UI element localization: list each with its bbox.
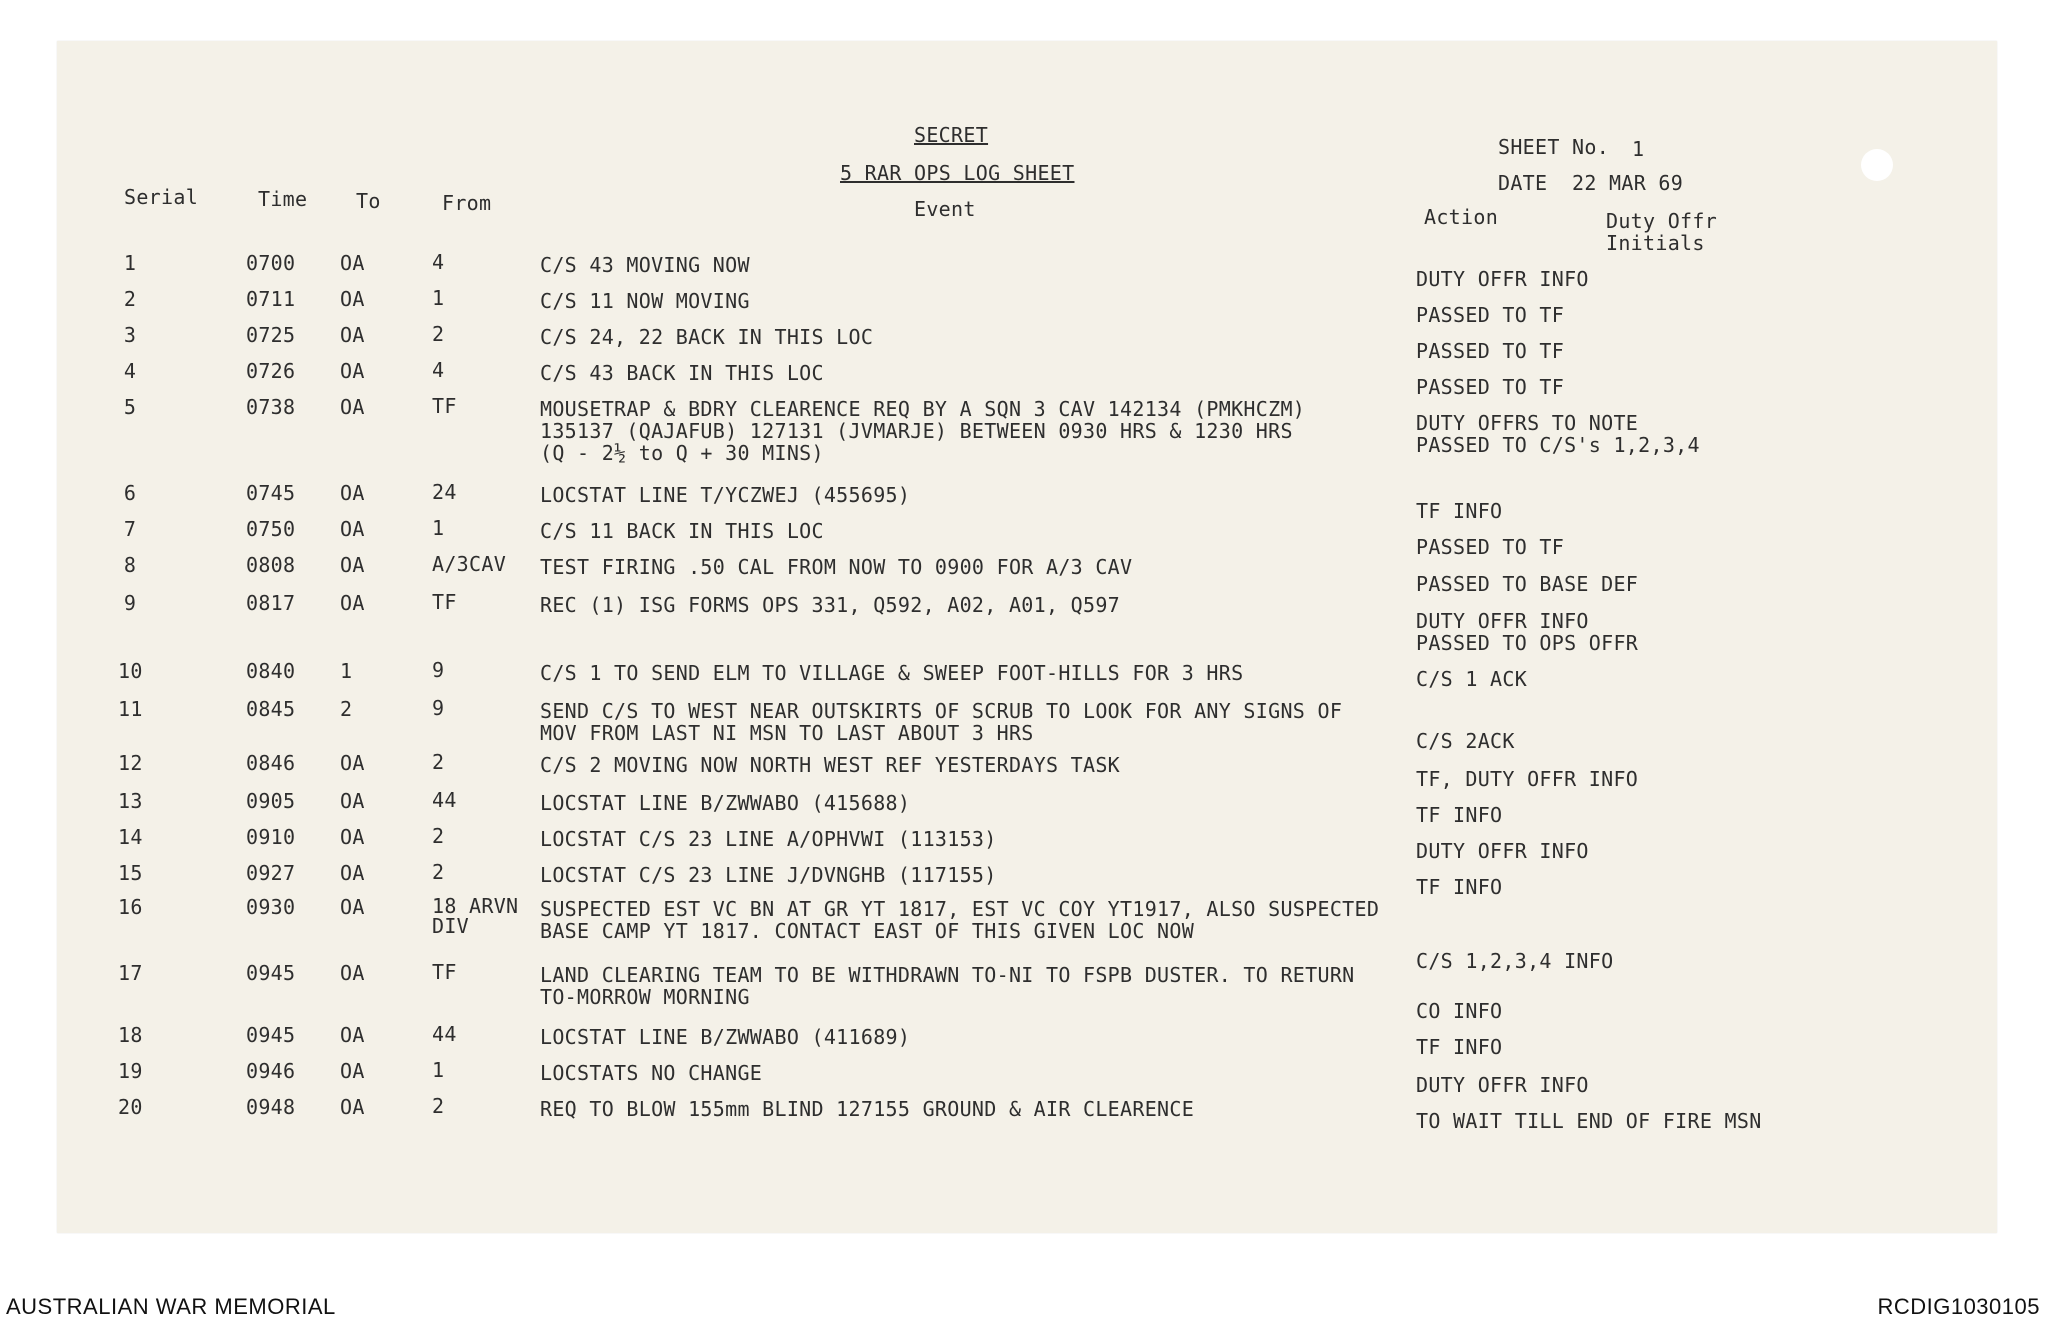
action-cell: PASSED TO TF [1416, 535, 1565, 559]
serial-cell: 20 [118, 1095, 143, 1119]
time-cell: 0817 [246, 591, 296, 615]
to-cell: OA [340, 323, 365, 347]
catalogue-id: RCDIG1030105 [1877, 1294, 2040, 1319]
time-cell: 0945 [246, 1023, 296, 1047]
from-cell: TF [432, 960, 457, 984]
sheet-number-label: SHEET No. [1498, 135, 1610, 159]
time-cell: 0738 [246, 395, 296, 419]
to-cell: 1 [340, 659, 353, 683]
to-cell: OA [340, 789, 365, 813]
event-cell: C/S 24, 22 BACK IN THIS LOC [540, 325, 874, 349]
serial-cell: 12 [118, 751, 143, 775]
to-cell: OA [340, 1095, 365, 1119]
action-cell: DUTY OFFR INFO [1416, 267, 1589, 291]
action-cell: DUTY OFFR INFO [1416, 1073, 1589, 1097]
from-cell: 4 [432, 358, 445, 382]
serial-cell: 2 [123, 287, 137, 311]
event-cell: C/S 11 NOW MOVING [540, 289, 750, 313]
column-header-initials: Duty Offr Initials [1606, 209, 1718, 255]
serial-cell: 16 [118, 895, 143, 919]
from-cell: 1 [432, 286, 445, 310]
action-cell: PASSED TO TF [1416, 303, 1565, 327]
time-cell: 0845 [246, 697, 296, 721]
from-cell: 18 ARVN DIV [432, 894, 519, 938]
from-cell: 2 [432, 824, 445, 848]
from-cell: 44 [432, 788, 457, 812]
action-cell: DUTY OFFR INFO [1416, 839, 1589, 863]
event-cell: SUSPECTED EST VC BN AT GR YT 1817, EST VC COY YT1917, ALSO SUSPECTED BASE CAMP YT 1817. CONTACT EAST OF THIS GIVEN LOC NOW [540, 897, 1380, 943]
event-cell: C/S 1 TO SEND ELM TO VILLAGE & SWEEP FOOT-HILLS FOR 3 HRS [540, 661, 1244, 685]
time-cell: 0726 [246, 359, 296, 383]
to-cell: OA [340, 1023, 365, 1047]
event-cell: MOUSETRAP & BDRY CLEARENCE REQ BY A SQN 3 CAV 142134 (PMKHCZM) 135137 (QAJAFUB) 127131 (JVMARJE) BETWEEN 0930 HRS & 1230 HRS (Q - 2½ to Q + 30 MINS) [540, 397, 1306, 465]
serial-cell: 18 [118, 1023, 143, 1047]
serial-cell: 15 [118, 861, 143, 885]
action-cell: TF, DUTY OFFR INFO [1416, 767, 1639, 791]
from-cell: A/3CAV [432, 552, 507, 576]
time-cell: 0725 [246, 323, 296, 347]
punch-hole [1861, 149, 1893, 181]
time-cell: 0910 [246, 825, 296, 849]
time-cell: 0927 [246, 861, 296, 885]
to-cell: OA [340, 825, 365, 849]
action-cell: DUTY OFFRS TO NOTE PASSED TO C/S's 1,2,3,4 [1416, 411, 1700, 457]
event-cell: C/S 43 BACK IN THIS LOC [540, 361, 824, 385]
event-cell: LOCSTAT C/S 23 LINE A/OPHVWI (113153) [540, 827, 997, 851]
event-cell: LOCSTAT C/S 23 LINE J/DVNGHB (117155) [540, 863, 997, 887]
action-cell: TF INFO [1416, 875, 1503, 899]
from-cell: 2 [432, 1094, 445, 1118]
column-header-to: To [356, 189, 381, 213]
to-cell: OA [340, 553, 365, 577]
action-cell: PASSED TO TF [1416, 339, 1565, 363]
serial-cell: 10 [118, 659, 143, 683]
time-cell: 0905 [246, 789, 296, 813]
time-cell: 0700 [246, 251, 296, 275]
time-cell: 0846 [246, 751, 296, 775]
from-cell: 2 [432, 322, 445, 346]
action-cell: TF INFO [1416, 499, 1503, 523]
time-cell: 0711 [246, 287, 296, 311]
action-cell: TF INFO [1416, 1035, 1503, 1059]
action-cell: C/S 1,2,3,4 INFO [1416, 949, 1614, 973]
action-cell: PASSED TO BASE DEF [1416, 572, 1639, 596]
event-cell: SEND C/S TO WEST NEAR OUTSKIRTS OF SCRUB TO LOOK FOR ANY SIGNS OF MOV FROM LAST NI MSN TO LAST ABOUT 3 HRS [540, 699, 1343, 745]
column-header-from: From [442, 191, 492, 215]
action-cell: TO WAIT TILL END OF FIRE MSN [1416, 1109, 1762, 1133]
serial-cell: 17 [118, 961, 143, 985]
to-cell: OA [340, 895, 365, 919]
serial-cell: 11 [118, 697, 143, 721]
serial-cell: 14 [118, 825, 143, 849]
from-cell: 2 [432, 750, 445, 774]
serial-cell: 8 [123, 553, 137, 577]
to-cell: OA [340, 591, 365, 615]
column-header-time: Time [258, 187, 308, 211]
event-cell: C/S 11 BACK IN THIS LOC [540, 519, 824, 543]
event-cell: LOCSTAT LINE T/YCZWEJ (455695) [540, 483, 911, 507]
event-cell: REC (1) ISG FORMS OPS 331, Q592, A02, A01, Q597 [540, 593, 1121, 617]
event-cell: LOCSTAT LINE B/ZWWABO (415688) [540, 791, 911, 815]
serial-cell: 6 [123, 481, 137, 505]
to-cell: OA [340, 861, 365, 885]
time-cell: 0840 [246, 659, 296, 683]
action-cell: PASSED TO TF [1416, 375, 1565, 399]
serial-cell: 9 [123, 591, 137, 615]
time-cell: 0930 [246, 895, 296, 919]
to-cell: OA [340, 517, 365, 541]
from-cell: 44 [432, 1022, 457, 1046]
time-cell: 0948 [246, 1095, 296, 1119]
time-cell: 0745 [246, 481, 296, 505]
action-cell: C/S 2ACK [1416, 729, 1515, 753]
action-cell: DUTY OFFR INFO PASSED TO OPS OFFR [1416, 609, 1639, 655]
time-cell: 0750 [246, 517, 296, 541]
time-cell: 0946 [246, 1059, 296, 1083]
from-cell: TF [432, 590, 457, 614]
to-cell: OA [340, 751, 365, 775]
event-cell: LAND CLEARING TEAM TO BE WITHDRAWN TO-NI TO FSPB DUSTER. TO RETURN TO-MORROW MORNING [540, 963, 1355, 1009]
to-cell: OA [340, 395, 365, 419]
to-cell: OA [340, 359, 365, 383]
classification-marking: SECRET [914, 123, 989, 147]
to-cell: OA [340, 287, 365, 311]
action-cell: TF INFO [1416, 803, 1503, 827]
serial-cell: 1 [123, 251, 137, 275]
event-cell: C/S 2 MOVING NOW NORTH WEST REF YESTERDAYS TASK [540, 753, 1121, 777]
sheet-number: 1 [1632, 137, 1645, 161]
time-cell: 0945 [246, 961, 296, 985]
serial-cell: 7 [123, 517, 137, 541]
to-cell: 2 [340, 697, 353, 721]
serial-cell: 4 [123, 359, 137, 383]
serial-cell: 13 [118, 789, 143, 813]
from-cell: 24 [432, 480, 457, 504]
serial-cell: 5 [123, 395, 137, 419]
event-cell: LOCSTATS NO CHANGE [540, 1061, 763, 1085]
event-cell: LOCSTAT LINE B/ZWWABO (411689) [540, 1025, 911, 1049]
from-cell: TF [432, 394, 457, 418]
column-header-event: Event [914, 197, 976, 221]
to-cell: OA [340, 251, 365, 275]
to-cell: OA [340, 481, 365, 505]
action-cell: C/S 1 ACK [1416, 667, 1528, 691]
column-header-serial: Serial [124, 185, 199, 209]
serial-cell: 19 [118, 1059, 143, 1083]
document-title: 5 RAR OPS LOG SHEET [840, 161, 1075, 185]
to-cell: OA [340, 961, 365, 985]
institution-credit: AUSTRALIAN WAR MEMORIAL [6, 1294, 336, 1319]
date-label: DATE [1498, 171, 1548, 195]
date-value: 22 MAR 69 [1572, 171, 1684, 195]
event-cell: REQ TO BLOW 155mm BLIND 127155 GROUND & AIR CLEARENCE [540, 1097, 1195, 1121]
action-cell: CO INFO [1416, 999, 1503, 1023]
from-cell: 1 [432, 516, 445, 540]
event-cell: C/S 43 MOVING NOW [540, 253, 750, 277]
from-cell: 1 [432, 1058, 445, 1082]
from-cell: 9 [432, 658, 445, 682]
column-header-action: Action [1424, 205, 1499, 229]
time-cell: 0808 [246, 553, 296, 577]
event-cell: TEST FIRING .50 CAL FROM NOW TO 0900 FOR A/3 CAV [540, 555, 1133, 579]
from-cell: 4 [432, 250, 445, 274]
from-cell: 2 [432, 860, 445, 884]
to-cell: OA [340, 1059, 365, 1083]
from-cell: 9 [432, 696, 445, 720]
serial-cell: 3 [123, 323, 137, 347]
